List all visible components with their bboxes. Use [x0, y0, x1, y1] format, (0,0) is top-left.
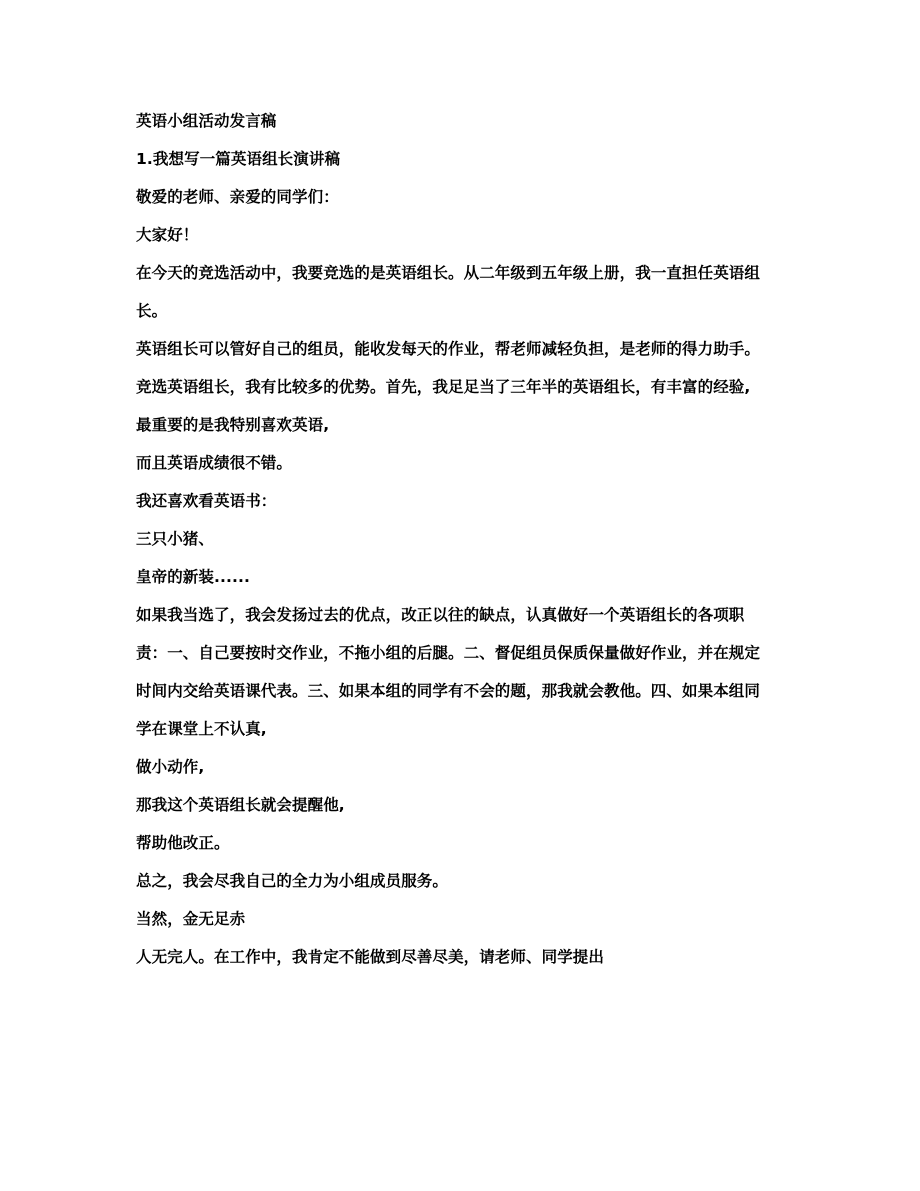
paragraph: 最重要的是我特别喜欢英语,: [136, 416, 330, 434]
document-title: 英语小组活动发言稿: [136, 112, 277, 130]
paragraph: 三只小猪、: [136, 530, 215, 548]
paragraph: 当然，金无足赤: [136, 910, 246, 928]
greeting: 大家好！: [136, 226, 199, 244]
paragraph: 如果我当选了，我会发扬过去的优点，改正以往的缺点，认真做好一个英语组长的各项职责：一、自己要按时交作业，不拖小组的后腿。二、督促组员保质保量做好作业，并在规定时间内交给英语课代表。三、如果本组的同学有不会的题，那我就会教他。四、如果本组同学在课堂上不认真,: [136, 606, 761, 738]
paragraph: 竞选英语组长，我有比较多的优势。首先，我足足当了三年半的英语组长，有丰富的经验,: [136, 378, 751, 396]
paragraph: 人无完人。在工作中，我肯定不能做到尽善尽美，请老师、同学提出: [136, 948, 605, 966]
document-body: [136, 102, 772, 976]
paragraph: 帮助他改正。: [136, 834, 230, 852]
section-heading: 1.我想写一篇英语组长演讲稿: [136, 150, 341, 168]
paragraph: 我还喜欢看英语书：: [136, 492, 277, 510]
salutation: 敬爱的老师、亲爱的同学们：: [136, 188, 339, 206]
paragraph: 英语组长可以管好自己的组员，能收发每天的作业，帮老师减轻负担，是老师的得力助手。: [136, 340, 761, 358]
paragraph: 而且英语成绩很不错。: [136, 454, 293, 472]
paragraph: 那我这个英语组长就会提醒他,: [136, 796, 345, 814]
paragraph: 做小动作,: [136, 758, 205, 776]
paragraph: 总之，我会尽我自己的全力为小组成员服务。: [136, 872, 449, 890]
paragraph: 在今天的竞选活动中，我要竞选的是英语组长。从二年级到五年级上册，我一直担任英语组长。: [136, 264, 761, 320]
paragraph: 皇帝的新装......: [136, 568, 250, 586]
